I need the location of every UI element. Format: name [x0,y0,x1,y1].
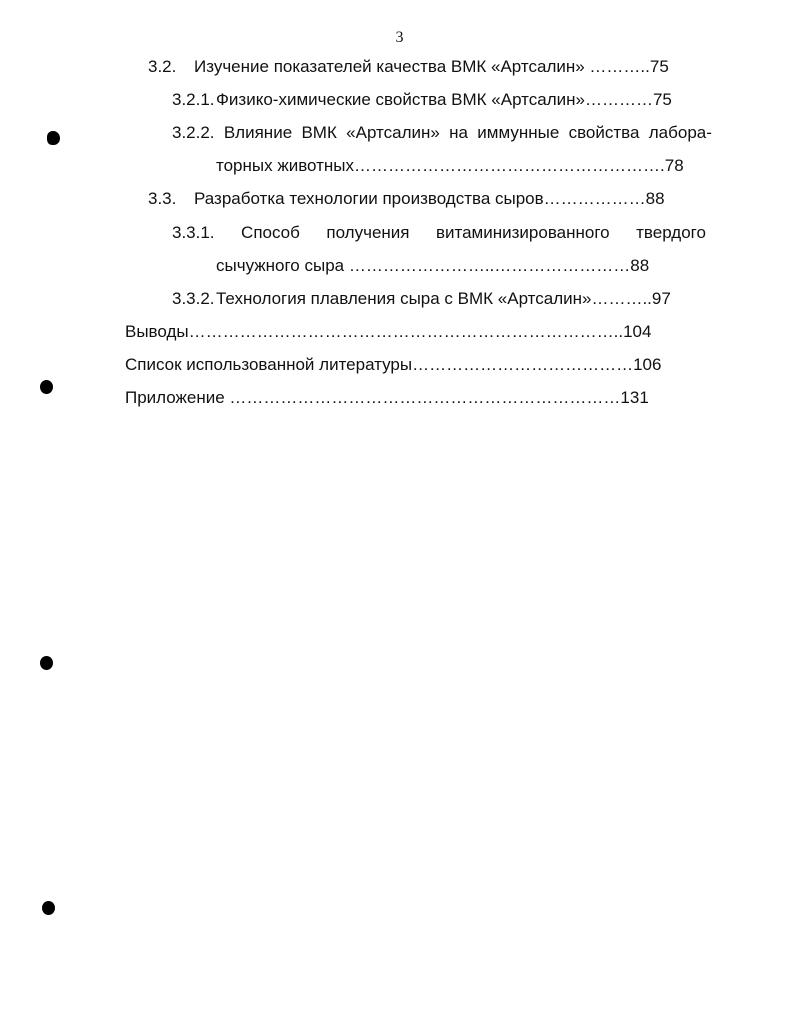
toc-entry-3-3-2 [172,288,671,310]
toc-word: Влияние [223,123,293,142]
toc-entry-number: 3.3. [148,189,177,208]
toc-word: лабора- [648,123,712,142]
page-number: 3 [395,29,404,46]
toc-entry-conclusions: Выводы…………………………………………………………………..104 [125,322,652,341]
punch-hole-mark [47,131,60,145]
toc-entry-appendix: Приложение ……………………………………………………………131 [125,388,649,407]
toc-entry-3-3 [148,188,665,210]
toc-entry-3-2 [148,56,669,78]
toc-entry-text: Разработка технологии производства сыров………………88 [194,189,665,208]
toc-word: на [449,123,468,142]
toc-word: иммунные [477,123,560,142]
punch-hole-mark [42,901,55,915]
toc-entry-references: Список использованной литературы…………………………………106 [125,355,662,374]
toc-entry-text: Физико-химические свойства ВМК «Артсалин»…………75 [216,90,672,109]
toc-entry-number: 3.3.1. [172,223,215,242]
toc-word: ВМК [301,123,337,142]
toc-entry-3-3-1 [172,222,706,244]
toc-word: получения [326,223,410,242]
toc-word: Способ [241,223,300,242]
toc-entry-3-2-1 [172,89,672,111]
toc-entry-text: Изучение показателей качества ВМК «Артсалин» ………..75 [194,57,669,76]
toc-entry-number: 3.2. [148,57,177,76]
toc-word: твердого [636,223,706,242]
toc-entry-number: 3.2.2. [172,123,215,142]
toc-word: свойства [568,123,640,142]
punch-hole-mark [40,656,53,670]
toc-entry-3-3-1-continuation: сычужного сыра ……………………..……………………88 [216,256,650,275]
toc-word: «Артсалин» [346,123,440,142]
toc-entry-number: 3.3.2. [172,289,215,308]
punch-hole-mark [40,380,53,394]
toc-entry-3-2-2-continuation: торных животных……………………………………………….78 [216,156,684,175]
toc-word: витаминизированного [435,223,610,242]
toc-entry-text: Технология плавления сыра с ВМК «Артсалин»………..97 [216,289,671,308]
toc-entry-number: 3.2.1. [172,90,215,109]
toc-entry-3-2-2 [172,122,712,144]
